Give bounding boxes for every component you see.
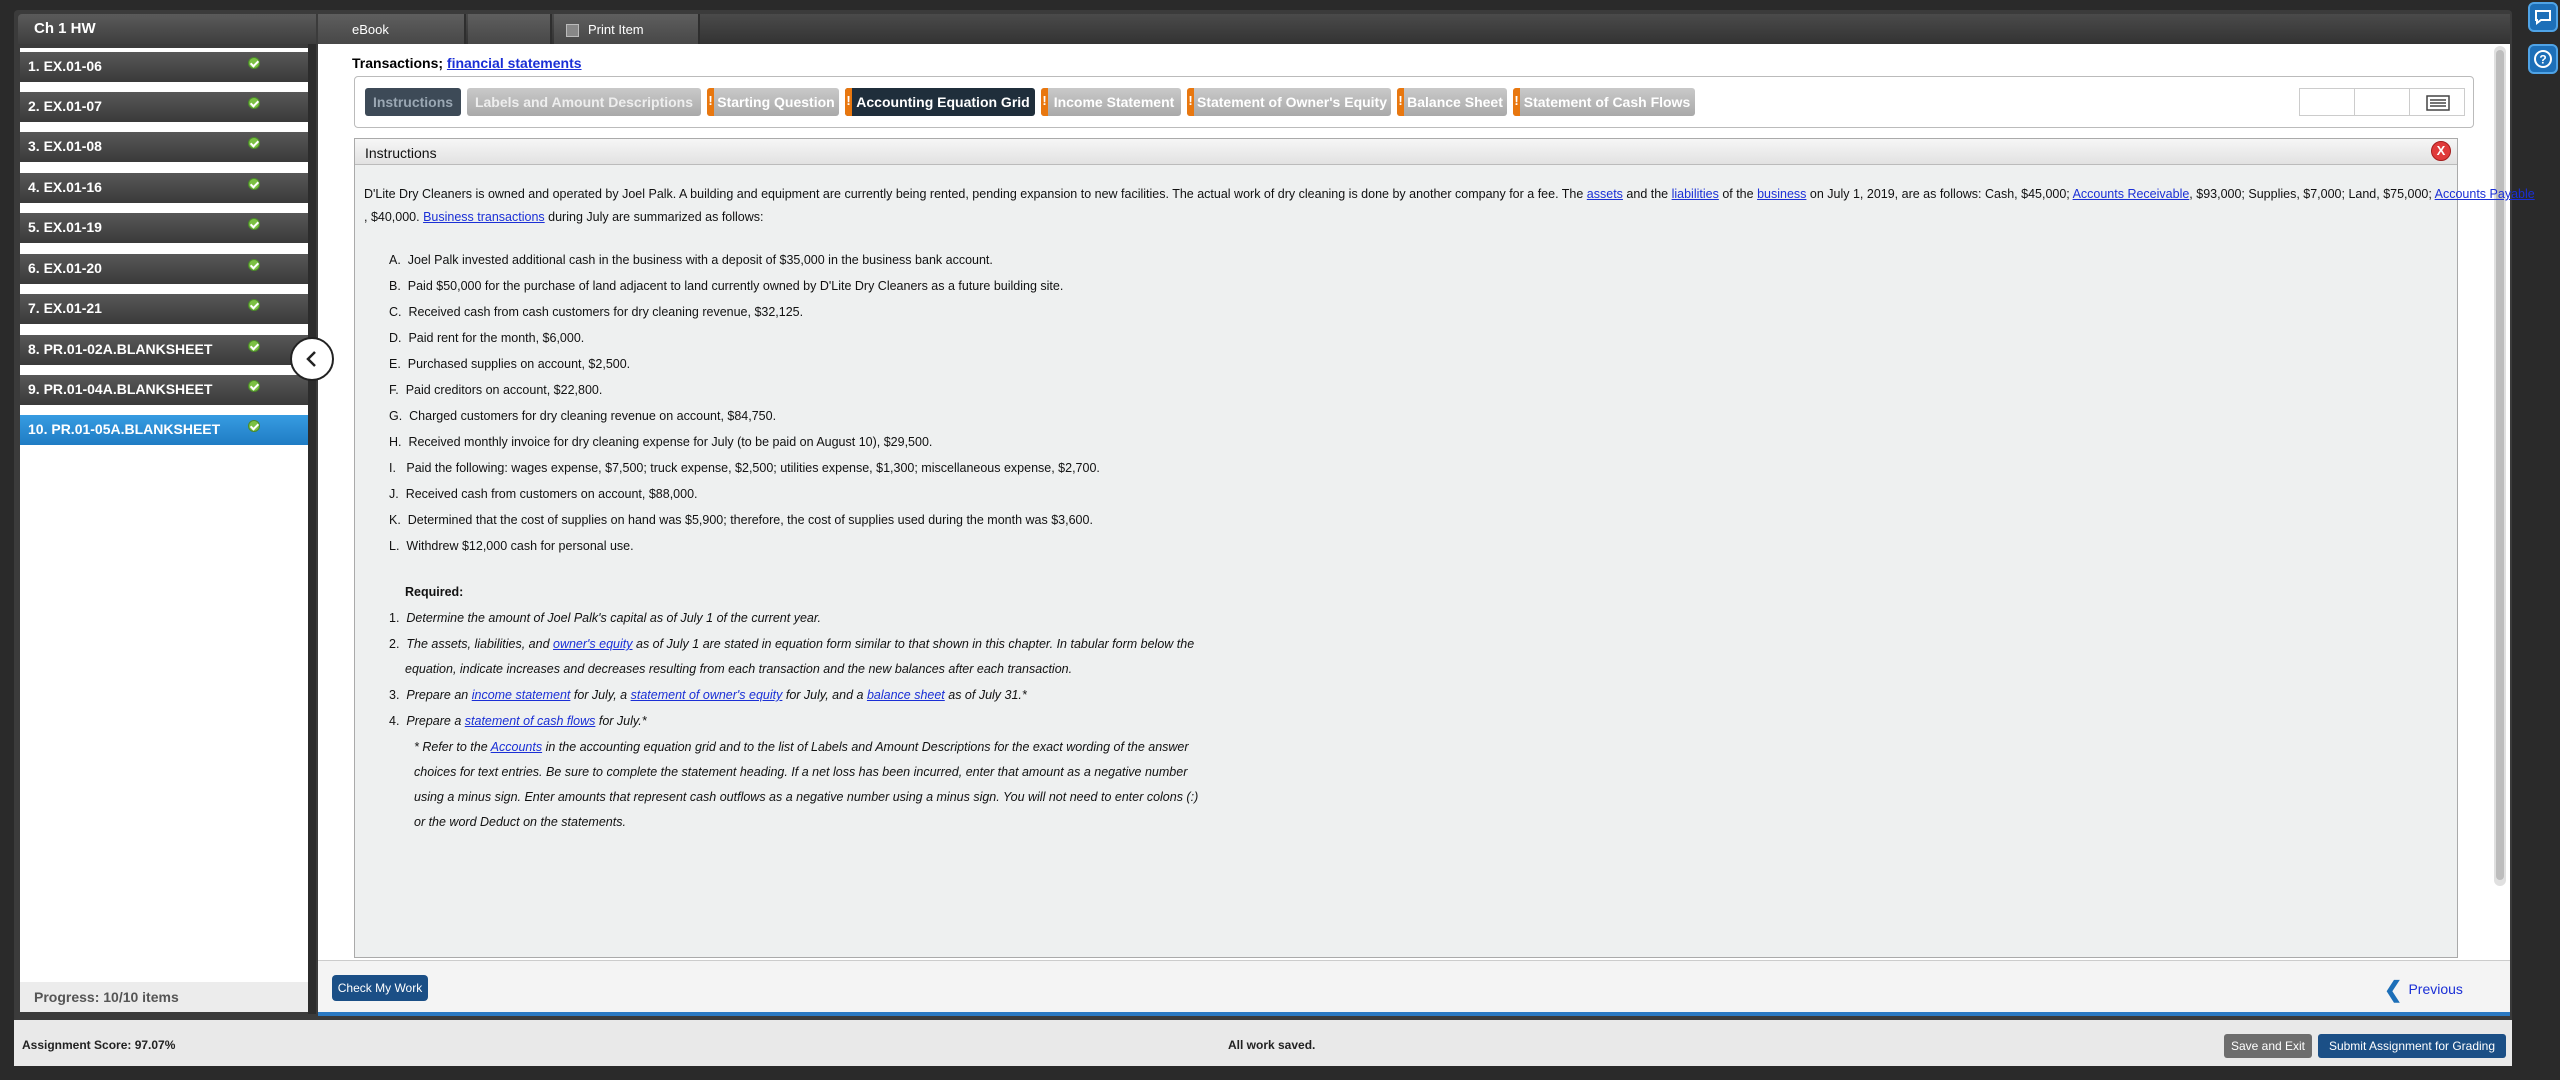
requirement-1 <box>389 611 821 625</box>
tab-balance-sheet[interactable] <box>1397 88 1507 116</box>
note-text: in the accounting equation grid and to the list of Labels and Amount Descriptions for the exact wording of the answer <box>542 740 1189 754</box>
tab-label: Statement of Cash Flows <box>1523 94 1691 110</box>
requirement-text: Prepare an <box>406 688 472 702</box>
note-line-4: or the word Deduct on the statements. <box>414 815 626 829</box>
transaction-item <box>389 383 602 397</box>
transaction-item <box>389 409 776 423</box>
question-label: 4. EX.01-16 <box>28 179 102 195</box>
income-statement-link[interactable]: income statement <box>471 688 571 702</box>
chevron-left-icon <box>302 349 322 369</box>
transaction-text: Paid rent for the month, $6,000. <box>408 331 585 345</box>
tab-labels-and-amount-descriptions[interactable]: Labels and Amount Descriptions <box>467 88 701 116</box>
transaction-text: Charged customers for dry cleaning revenue on account, $84,750. <box>409 409 777 423</box>
check-icon <box>248 137 260 149</box>
question-label: 3. EX.01-08 <box>28 138 102 154</box>
transaction-letter: F. <box>389 383 399 397</box>
business-transactions-link[interactable]: Business transactions <box>423 210 545 224</box>
assignment-score: Assignment Score: 97.07% <box>22 1038 176 1052</box>
accounts-receivable-link[interactable]: Accounts Receivable <box>2072 187 2190 201</box>
check-icon <box>248 57 260 69</box>
breadcrumb-prefix: Transactions; <box>352 55 447 71</box>
instructions-header <box>355 139 2457 165</box>
tab-label: Statement of Owner's Equity <box>1196 94 1388 110</box>
check-icon <box>248 178 260 190</box>
transaction-letter: G. <box>389 409 403 423</box>
note-line-2: choices for text entries. Be sure to complete the statement heading. If a net loss has been incurred, enter that amount as a negative number <box>414 765 1188 779</box>
tool-button-2[interactable] <box>2354 88 2410 116</box>
print-icon <box>566 24 579 37</box>
question-item-9[interactable] <box>20 371 308 405</box>
progress-text: Progress: 10/10 items <box>20 982 308 1012</box>
transaction-letter: I. <box>389 461 396 475</box>
requirement-text: as of July 1 are stated in equation form similar to that shown in this chapter. In tabular form below the <box>632 637 1195 651</box>
collapse-panel-button[interactable] <box>290 337 334 381</box>
warning-icon <box>1513 88 1520 116</box>
question-label: 6. EX.01-20 <box>28 260 102 276</box>
transaction-letter: H. <box>389 435 402 449</box>
statement-of-cash-flows-link[interactable]: statement of cash flows <box>464 714 596 728</box>
check-icon <box>248 218 260 230</box>
scrollbar-thumb[interactable] <box>2496 50 2504 880</box>
warning-icon <box>845 88 852 116</box>
transaction-text: Received cash from cash customers for dry cleaning revenue, $32,125. <box>408 305 804 319</box>
transaction-text: Received cash from customers on account, $88,000. <box>405 487 698 501</box>
check-icon <box>248 299 260 311</box>
liabilities-link[interactable]: liabilities <box>1671 187 1719 201</box>
financial-statements-link[interactable]: financial statements <box>446 55 582 71</box>
transaction-item <box>389 357 630 371</box>
requirement-text: for July, and a <box>782 688 867 702</box>
tab-accounting-equation-grid[interactable] <box>845 88 1035 116</box>
transaction-item <box>389 435 932 449</box>
transaction-text: Determined that the cost of supplies on hand was $5,900; therefore, the cost of supplies used during the month was $3,600. <box>407 513 1093 527</box>
intro-text: and the <box>1622 187 1672 201</box>
question-item-4[interactable] <box>20 169 308 203</box>
question-label: 8. PR.01-02A.BLANKSHEET <box>28 341 213 357</box>
step-navigation <box>354 76 2474 128</box>
tab-label: Income Statement <box>1053 94 1175 110</box>
question-item-6[interactable] <box>20 250 308 284</box>
tab-label: Balance Sheet <box>1407 94 1503 110</box>
requirement-number: 3. <box>389 688 400 702</box>
check-icon <box>248 259 260 271</box>
requirement-number: 4. <box>389 714 400 728</box>
requirement-3 <box>389 688 1027 702</box>
breadcrumb <box>352 55 582 71</box>
transaction-item <box>389 487 698 501</box>
transaction-text: Joel Palk invested additional cash in the business with a deposit of $35,000 in the business bank account. <box>407 253 993 267</box>
tab-statement-of-cash-flows[interactable] <box>1513 88 1695 116</box>
tab-starting-question[interactable] <box>707 88 839 116</box>
intro-text: during July are summarized as follows: <box>544 210 764 224</box>
requirement-text: for July, a <box>570 688 631 702</box>
transaction-letter: L. <box>389 539 400 553</box>
requirement-text: Prepare a <box>406 714 465 728</box>
transaction-text: Paid the following: wages expense, $7,500; truck expense, $2,500; utilities expense, $1,300; miscellaneous expense, $2,700. <box>406 461 1100 475</box>
intro-text: , $40,000. <box>364 210 424 224</box>
question-item-1[interactable] <box>20 48 308 82</box>
intro-line-1 <box>364 187 2535 201</box>
question-item-5[interactable] <box>20 209 308 243</box>
question-item-3[interactable] <box>20 128 308 162</box>
check-icon <box>248 340 260 352</box>
question-label: 1. EX.01-06 <box>28 58 102 74</box>
tool-button-1[interactable] <box>2299 88 2355 116</box>
transaction-letter: D. <box>389 331 402 345</box>
requirement-text: for July.* <box>595 714 647 728</box>
note-line-1 <box>414 740 1189 754</box>
close-icon[interactable]: X <box>2431 141 2451 161</box>
transaction-item <box>389 461 1100 475</box>
transaction-text: Paid $50,000 for the purchase of land adjacent to land currently owned by D'Lite Dry Cleaners as a future building site. <box>407 279 1064 293</box>
tab-label: Accounting Equation Grid <box>856 94 1030 110</box>
statement-of-owners-equity-link[interactable]: statement of owner's equity <box>630 688 783 702</box>
check-icon <box>248 97 260 109</box>
question-item-10[interactable] <box>20 411 308 445</box>
save-status: All work saved. <box>1228 1038 1316 1052</box>
top-tab-bar <box>318 14 2510 44</box>
question-label: 10. PR.01-05A.BLANKSHEET <box>28 421 221 437</box>
question-item-8[interactable] <box>20 331 308 365</box>
assets-link[interactable]: assets <box>1586 187 1623 201</box>
help-icon[interactable] <box>2528 44 2558 74</box>
check-my-work-button[interactable]: Check My Work <box>332 975 428 1001</box>
tab-income-statement[interactable] <box>1041 88 1181 116</box>
print-item-label: Print Item <box>588 22 644 37</box>
transaction-text: Withdrew $12,000 cash for personal use. <box>406 539 634 553</box>
menu-button[interactable] <box>2409 88 2465 116</box>
question-item-2[interactable] <box>20 88 308 122</box>
note-line-3: using a minus sign. Enter amounts that represent cash outflows as a negative number using a minus sign. You will not need to enter colons (:) <box>414 790 1199 804</box>
requirement-text: The assets, liabilities, and <box>406 637 553 651</box>
intro-line-2 <box>364 210 764 224</box>
print-item-tab[interactable] <box>554 14 700 46</box>
intro-text: D'Lite Dry Cleaners is owned and operated by Joel Palk. A building and equipment are currently being rented, pending expansion to new facilities. The actual work of dry cleaning is done by another company for a fee. The <box>364 187 1587 201</box>
chat-icon[interactable] <box>2528 2 2558 32</box>
blank-tab[interactable] <box>468 14 552 46</box>
divider-line <box>318 1012 2510 1016</box>
transaction-item <box>389 331 584 345</box>
requirement-4 <box>389 714 647 728</box>
transaction-text: Purchased supplies on account, $2,500. <box>407 357 631 371</box>
question-list <box>20 48 308 1012</box>
requirement-number: 1. <box>389 611 400 625</box>
intro-text: on July 1, 2019, are as follows: Cash, $45,000; <box>1806 187 2073 201</box>
intro-text: of the <box>1718 187 1758 201</box>
chevron-left-icon: ❮ <box>2384 977 2403 1002</box>
check-icon <box>248 380 260 392</box>
transaction-letter: C. <box>389 305 402 319</box>
transaction-letter: A. <box>389 253 401 267</box>
assignment-title: Ch 1 HW <box>18 14 316 44</box>
question-label: 7. EX.01-21 <box>28 300 102 316</box>
tab-instructions[interactable]: Instructions <box>365 88 461 116</box>
transaction-letter: B. <box>389 279 401 293</box>
question-label: 9. PR.01-04A.BLANKSHEET <box>28 381 213 397</box>
transaction-item <box>389 279 1063 293</box>
requirement-2-line-2: equation, indicate increases and decreases resulting from each transaction and the new balances after each transaction. <box>405 662 1073 676</box>
check-icon <box>248 420 260 432</box>
ebook-tab[interactable]: eBook <box>318 14 466 46</box>
warning-icon <box>707 88 714 116</box>
vertical-scrollbar[interactable] <box>2494 46 2506 886</box>
tab-statement-of-owners-equity[interactable] <box>1187 88 1391 116</box>
transaction-item <box>389 513 1093 527</box>
warning-icon <box>1041 88 1048 116</box>
business-link[interactable]: business <box>1757 187 1807 201</box>
requirement-number: 2. <box>389 637 400 651</box>
save-and-exit-button[interactable]: Save and Exit <box>2224 1034 2312 1058</box>
previous-button[interactable] <box>2384 976 2474 1002</box>
transaction-letter: J. <box>389 487 399 501</box>
transaction-letter: K. <box>389 513 401 527</box>
transaction-text: Paid creditors on account, $22,800. <box>405 383 603 397</box>
question-label: 5. EX.01-19 <box>28 219 102 235</box>
warning-icon <box>1397 88 1404 116</box>
question-label: 2. EX.01-07 <box>28 98 102 114</box>
owners-equity-link[interactable]: owner's equity <box>553 637 633 651</box>
transaction-item <box>389 539 634 553</box>
panel-divider[interactable] <box>308 44 316 1014</box>
transaction-text: Received monthly invoice for dry cleaning expense for July (to be paid on August 10), $29,500. <box>408 435 933 449</box>
transaction-letter: E. <box>389 357 401 371</box>
transaction-item <box>389 253 993 267</box>
tab-label: Starting Question <box>717 94 835 110</box>
intro-text: , $93,000; Supplies, $7,000; Land, $75,000; <box>2189 187 2435 201</box>
transaction-item <box>389 305 803 319</box>
submit-assignment-button[interactable]: Submit Assignment for Grading <box>2318 1034 2506 1058</box>
svg-text:?: ? <box>2539 52 2547 67</box>
accounts-link[interactable]: Accounts <box>490 740 543 754</box>
question-item-7[interactable] <box>20 290 308 324</box>
previous-label: Previous <box>2408 981 2463 997</box>
required-label: Required: <box>405 585 464 599</box>
note-text: * Refer to the <box>414 740 491 754</box>
instructions-title: Instructions <box>365 145 437 161</box>
requirement-2 <box>389 637 1194 651</box>
requirement-text: Determine the amount of Joel Palk's capital as of July 1 of the current year. <box>406 611 822 625</box>
warning-icon <box>1187 88 1194 116</box>
list-icon <box>2426 95 2450 111</box>
requirement-text: as of July 31.* <box>944 688 1027 702</box>
balance-sheet-link[interactable]: balance sheet <box>866 688 945 702</box>
action-bar <box>318 960 2510 1014</box>
accounts-payable-link[interactable]: Accounts Payable <box>2434 187 2535 201</box>
